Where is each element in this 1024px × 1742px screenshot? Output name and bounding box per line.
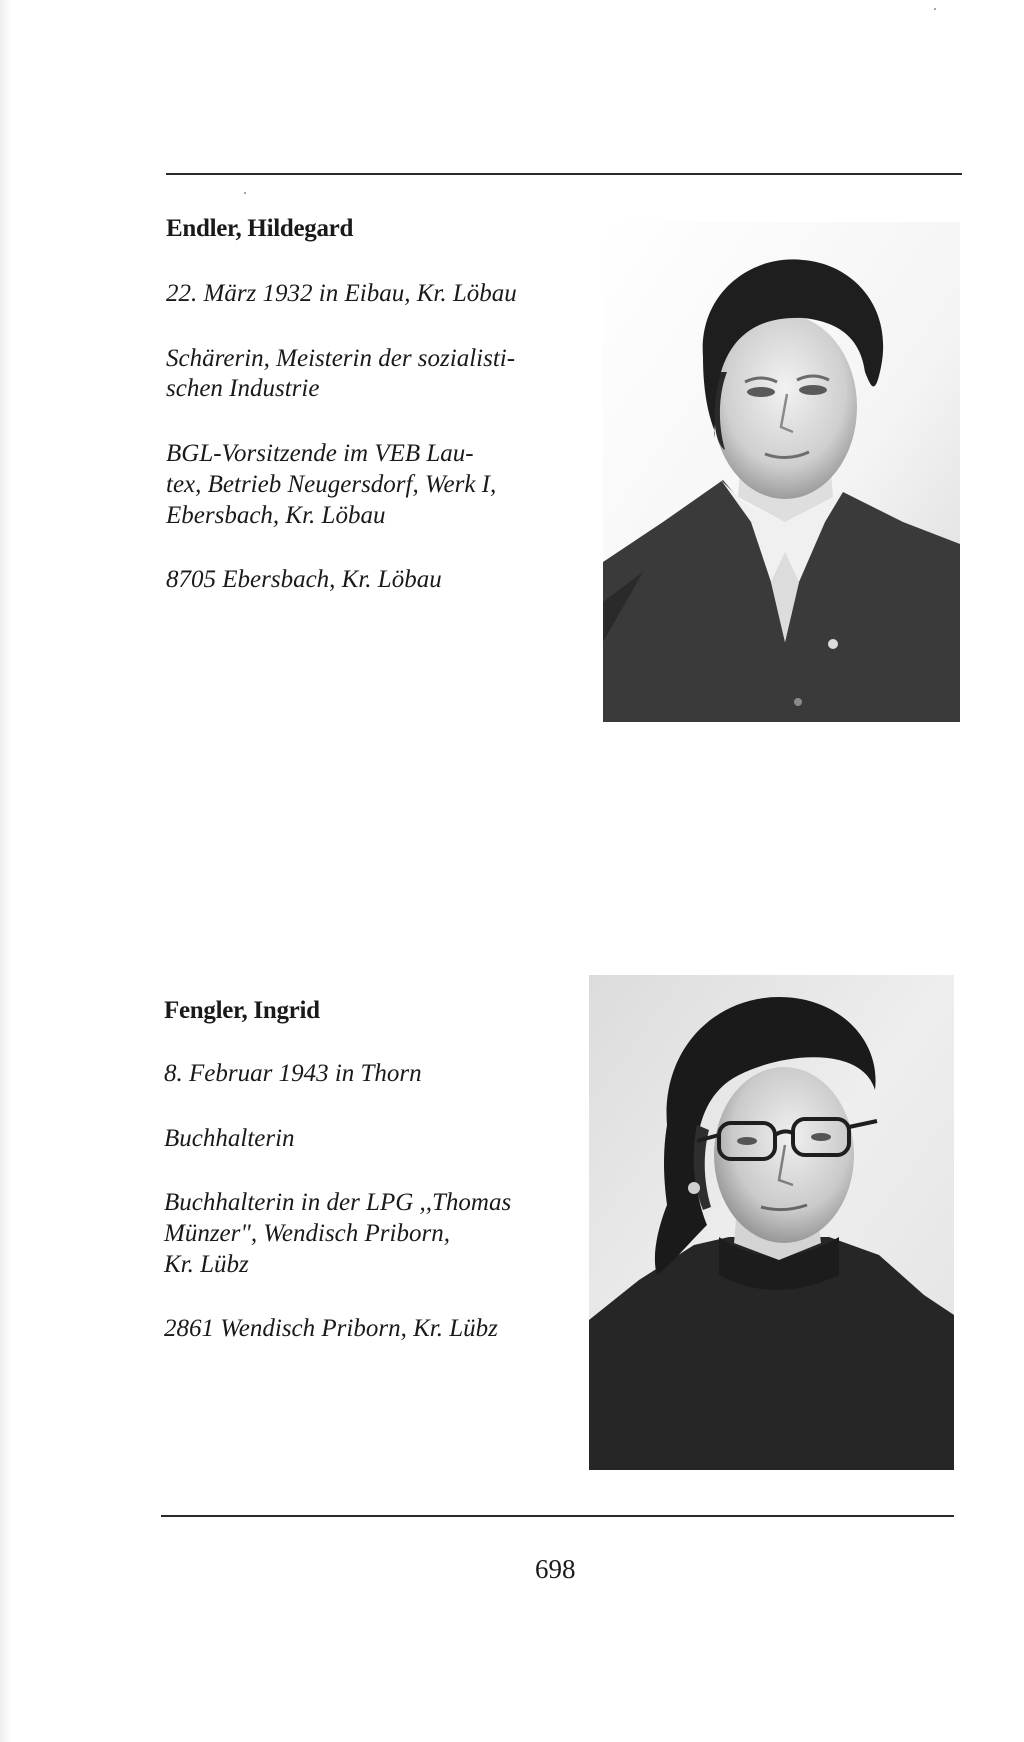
entry-position-line: Münzer", Wendisch Priborn,: [164, 1220, 450, 1247]
entry-birth: 8. Februar 1943 in Thorn: [164, 1060, 422, 1087]
entry-name: Fengler, Ingrid: [164, 997, 320, 1024]
entry-occupation-line: Buchhalterin: [164, 1125, 295, 1152]
entry-position-line: tex, Betrieb Neugersdorf, Werk I,: [166, 471, 497, 498]
entry-address: 2861 Wendisch Priborn, Kr. Lübz: [164, 1315, 498, 1342]
entry-birth: 22. März 1932 in Eibau, Kr. Löbau: [166, 280, 517, 307]
entry-position-line: BGL-Vorsitzende im VEB Lau-: [166, 440, 474, 467]
entry-occupation-line: Schärerin, Meisterin der sozialisti-: [166, 345, 516, 372]
bottom-rule: [161, 1515, 954, 1517]
entry-position-line: Ebersbach, Kr. Löbau: [166, 502, 386, 529]
scan-speck: [934, 8, 936, 10]
scan-speck: [244, 192, 246, 194]
entry-address: 8705 Ebersbach, Kr. Löbau: [166, 566, 442, 593]
top-rule: [166, 173, 962, 175]
page-number: 698: [535, 1554, 576, 1584]
portrait-photo: [589, 975, 954, 1470]
entry-position-line: Buchhalterin in der LPG ,,Thomas: [164, 1189, 512, 1216]
portrait-photo: [603, 222, 960, 722]
entry-position-line: Kr. Lübz: [164, 1251, 249, 1278]
entry-occupation-line: schen Industrie: [166, 375, 320, 402]
page-edge-shadow: [0, 0, 12, 1742]
entry-name: Endler, Hildegard: [166, 215, 354, 242]
